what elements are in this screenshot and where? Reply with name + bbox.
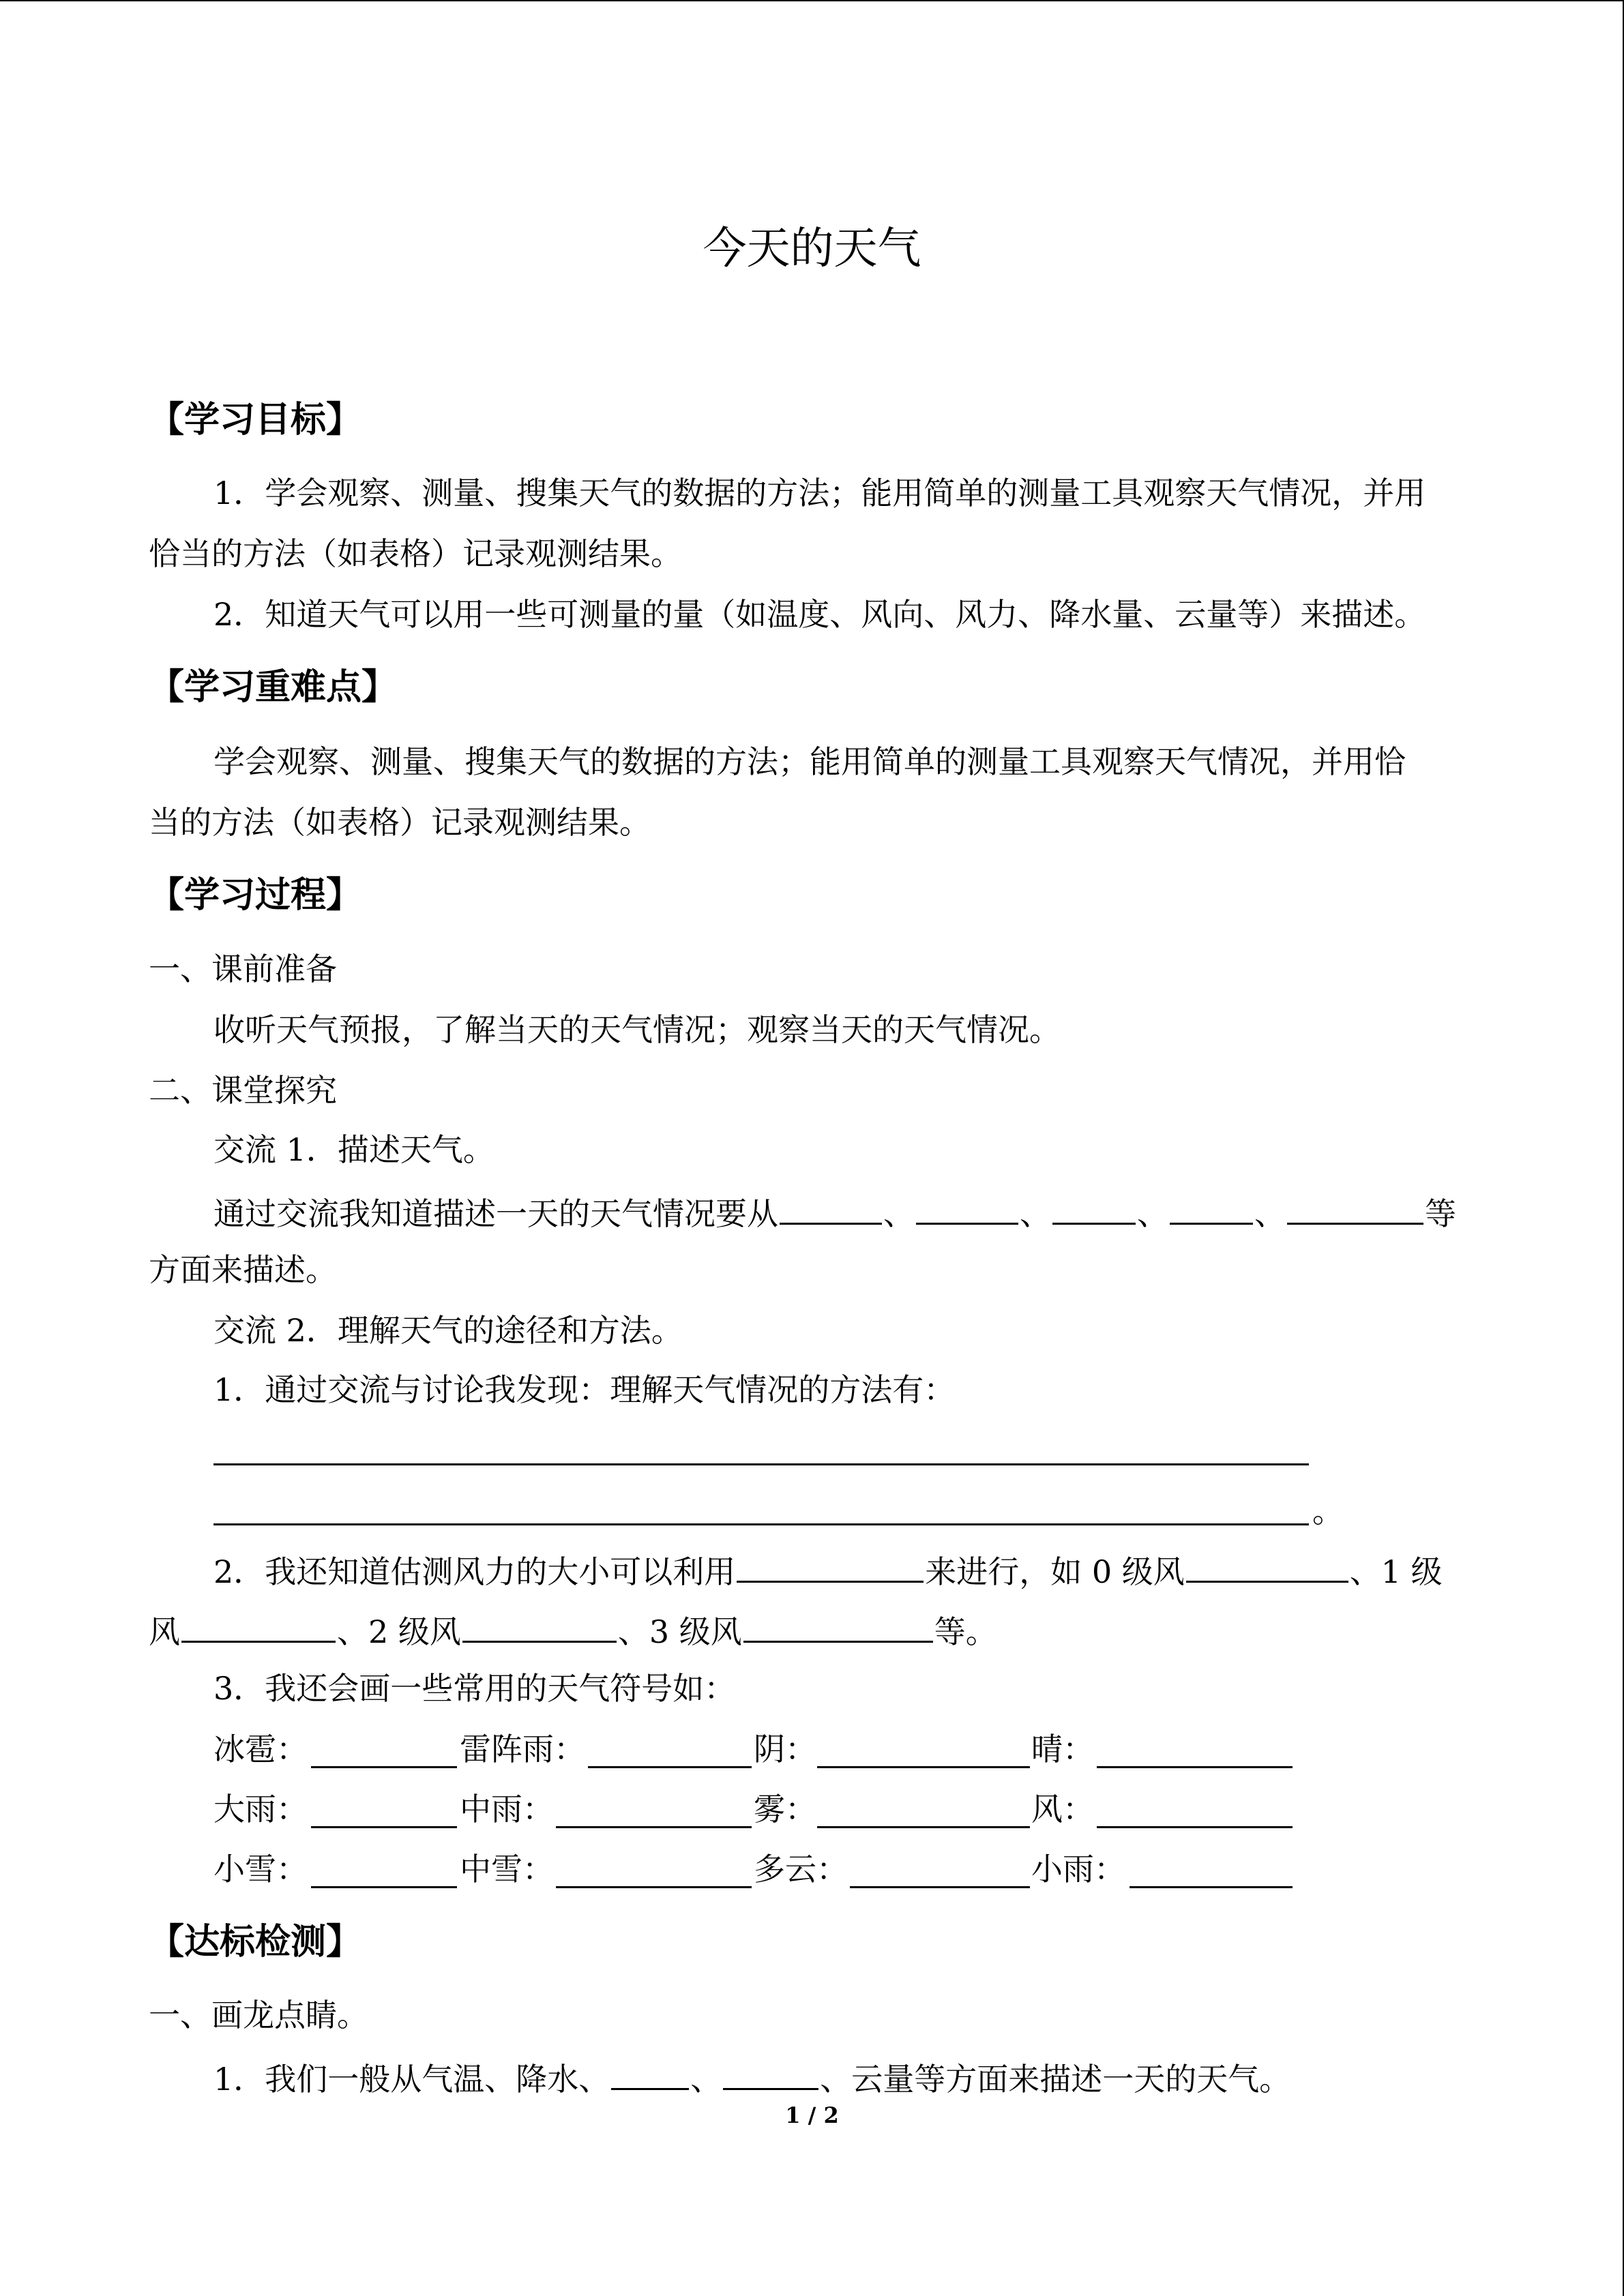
test-q1-blank-1[interactable]: [611, 2057, 689, 2090]
exchange-1: 交流 1．描述天气。: [213, 1131, 494, 1168]
q2-text-c: 、1 级: [1349, 1553, 1443, 1590]
key-points-line-1: 学会观察、测量、搜集天气的数据的方法；能用简单的测量工具观察天气情况，并用恰: [213, 743, 1406, 780]
answer-line-2[interactable]: [213, 1523, 1309, 1525]
symbol-hail-blank[interactable]: [311, 1766, 457, 1768]
goal-1-line-2: 恰当的方法（如表格）记录观测结果。: [149, 535, 682, 572]
process-section-2: 二、课堂探究: [149, 1072, 337, 1109]
test-q1-text-b: 、云量等方面来描述一天的天气。: [820, 2061, 1291, 2098]
process-section-1: 一、课前准备: [149, 951, 337, 987]
wind-level-1-blank[interactable]: [181, 1609, 336, 1643]
goal-2: 2．知道天气可以用一些可测量的量（如温度、风向、风力、降水量、云量等）来描述。: [213, 596, 1426, 633]
wind-level-2-blank[interactable]: [462, 1609, 617, 1643]
separator: 、: [690, 2061, 722, 2098]
describe-blank-5[interactable]: [1287, 1191, 1423, 1225]
page-number: 1 / 2: [785, 2102, 839, 2128]
page-title: 今天的天气: [703, 224, 921, 274]
q2-text-b: 来进行，如 0 级风: [925, 1553, 1185, 1590]
symbol-heavy-rain-blank[interactable]: [311, 1826, 457, 1828]
heading-key-points: 【学习重难点】: [149, 667, 398, 708]
answer-line-1[interactable]: [213, 1463, 1309, 1465]
symbol-thunderstorm-label: 雷阵雨：: [460, 1731, 585, 1768]
question-3: 3．我还会画一些常用的天气符号如：: [213, 1670, 736, 1707]
q2-text-d: 风: [149, 1613, 180, 1650]
symbol-moderate-rain-label: 中雨：: [460, 1791, 554, 1828]
symbol-cloudy-label: 多云：: [754, 1851, 848, 1888]
describe-blank-1[interactable]: [780, 1191, 882, 1225]
test-q1-blank-2[interactable]: [723, 2057, 818, 2090]
symbol-wind-blank[interactable]: [1097, 1826, 1293, 1828]
symbol-moderate-rain-blank[interactable]: [556, 1826, 752, 1828]
test-section-1: 一、画龙点睛。: [149, 1997, 368, 2033]
describe-line-1: [213, 1191, 1456, 1233]
question-2-line-1: [213, 1549, 1443, 1591]
answer-line-end: 。: [1312, 1493, 1344, 1530]
exchange-2: 交流 2．理解天气的途径和方法。: [213, 1312, 683, 1349]
separator: 、: [1254, 1195, 1286, 1232]
test-question-1: [213, 2057, 1290, 2098]
page-border-top: [0, 0, 1624, 1]
q2-text-e: 、2 级风: [337, 1613, 461, 1650]
symbol-light-rain-label: 小雨：: [1031, 1851, 1125, 1888]
symbol-wind-label: 风：: [1031, 1791, 1094, 1828]
symbol-light-snow-blank[interactable]: [311, 1886, 457, 1888]
wind-tool-blank[interactable]: [737, 1549, 924, 1583]
process-section-1-text: 收听天气预报，了解当天的天气情况；观察当天的天气情况。: [213, 1011, 1061, 1048]
symbol-light-snow-label: 小雪：: [213, 1851, 308, 1888]
symbol-hail-label: 冰雹：: [213, 1731, 308, 1768]
wind-level-3-blank[interactable]: [743, 1609, 933, 1643]
separator: 、: [1020, 1195, 1051, 1232]
q2-text-a: 2．我还知道估测风力的大小可以利用: [213, 1553, 736, 1590]
separator: 、: [883, 1195, 915, 1232]
symbol-heavy-rain-label: 大雨：: [213, 1791, 308, 1828]
symbol-light-rain-blank[interactable]: [1130, 1886, 1293, 1888]
wind-level-0-blank[interactable]: [1186, 1549, 1348, 1583]
describe-blank-3[interactable]: [1052, 1191, 1136, 1225]
describe-blank-4[interactable]: [1170, 1191, 1253, 1225]
symbol-fog-blank[interactable]: [817, 1826, 1030, 1828]
symbol-overcast-label: 阴：: [754, 1731, 816, 1768]
describe-blank-2[interactable]: [916, 1191, 1018, 1225]
goal-1-line-1: 1．学会观察、测量、搜集天气的数据的方法；能用简单的测量工具观察天气情况，并用: [213, 475, 1426, 511]
symbol-fog-label: 雾：: [754, 1791, 816, 1828]
symbol-moderate-snow-label: 中雪：: [460, 1851, 554, 1888]
question-2-line-2: [149, 1609, 997, 1651]
key-points-line-2: 当的方法（如表格）记录观测结果。: [149, 804, 651, 841]
separator: 、: [1137, 1195, 1168, 1232]
heading-test: 【达标检测】: [149, 1922, 362, 1963]
q2-text-f: 、3 级风: [617, 1613, 742, 1650]
symbol-sunny-blank[interactable]: [1097, 1766, 1293, 1768]
symbol-moderate-snow-blank[interactable]: [556, 1886, 752, 1888]
symbol-thunderstorm-blank[interactable]: [588, 1766, 752, 1768]
heading-process: 【学习过程】: [149, 875, 362, 916]
symbol-sunny-label: 晴：: [1031, 1731, 1094, 1768]
describe-prefix: 通过交流我知道描述一天的天气情况要从: [213, 1195, 778, 1232]
describe-line-2: 方面来描述。: [149, 1251, 337, 1288]
describe-suffix: 等: [1425, 1195, 1456, 1232]
test-q1-text-a: 1．我们一般从气温、降水、: [213, 2061, 610, 2098]
q2-text-g: 等。: [934, 1613, 997, 1650]
question-1: 1．通过交流与讨论我发现：理解天气情况的方法有：: [213, 1371, 956, 1408]
symbol-overcast-blank[interactable]: [817, 1766, 1030, 1768]
symbol-cloudy-blank[interactable]: [850, 1886, 1030, 1888]
heading-goals: 【学习目标】: [149, 400, 362, 441]
